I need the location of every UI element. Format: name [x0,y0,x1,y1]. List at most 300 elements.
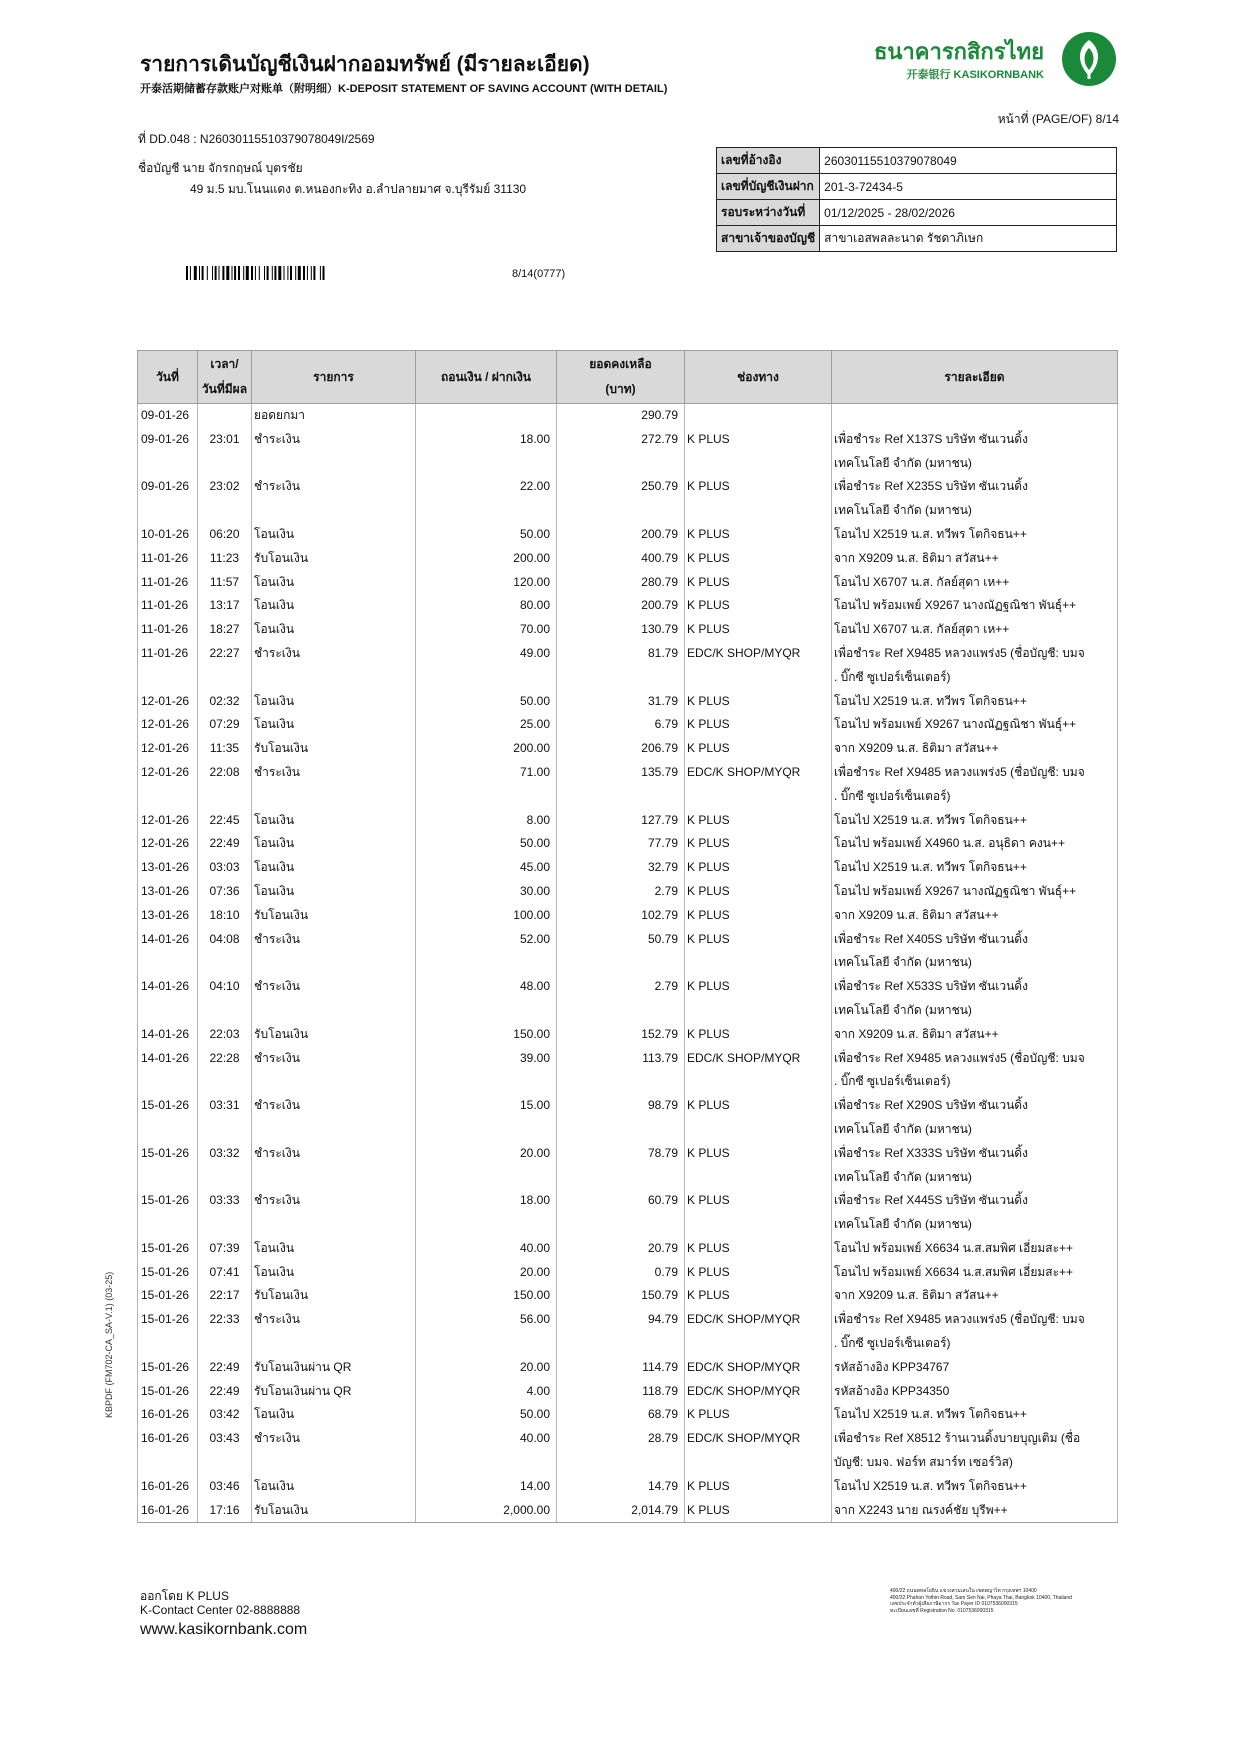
cell-balance: 50.79 [557,928,685,976]
table-row [138,1142,1118,1190]
cell-date: 12-01-26 [138,737,198,761]
kasikorn-leaf-icon [1060,30,1118,88]
cell-date: 15-01-26 [138,1094,198,1142]
cell-item: โอนเงิน [252,832,416,856]
cell-detail [832,975,1118,1023]
cell-item: รับโอนเงินผ่าน QR [252,1380,416,1404]
fine-print-line: 400/22 ถนนพหลโยธิน แขวงสามเสนใน เขตพญาไท กรุงเทพฯ 10400 [890,1588,1037,1594]
cell-balance: 20.79 [557,1237,685,1261]
cell-time: 11:35 [198,737,252,761]
barcode-bar [313,266,315,280]
cell-channel: K PLUS [685,1403,832,1427]
fine-print-line: ทะเบียนเลขที่ Registration No. 0107536000315 [890,1607,994,1614]
col-balance-header-line1: ยอดคงเหลือ [589,357,652,371]
cell-detail [832,1356,1118,1380]
detail-line: โอนไป X2519 น.ส. ทวีพร โตกิจธน++ [834,860,1027,875]
cell-detail [832,809,1118,833]
barcode-bar [238,266,240,280]
cell-channel: K PLUS [685,475,832,523]
barcode-bar [323,266,325,280]
cell-channel: K PLUS [685,428,832,476]
cell-balance: 68.79 [557,1403,685,1427]
detail-line: เพื่อชำระ Ref X9485 หลวงแพร่ง5 (ชื่อบัญชี: บมจ [834,645,1085,660]
table-row [138,1356,1118,1380]
col-channel-header: ช่องทาง [685,351,832,404]
cell-item: โอนเงิน [252,856,416,880]
barcode-bar [320,266,321,280]
statement-subtitle: 开泰活期储蓄存款账户对账单（附明细）K-DEPOSIT STATEMENT OF SAVING ACCOUNT (WITH DETAIL) [140,83,668,95]
cell-item: ชำระเงิน [252,1189,416,1237]
col-balance-header-line2: (บาท) [605,382,636,396]
barcode-bar [232,266,233,280]
table-row [138,1237,1118,1261]
barcode-bar [219,266,220,280]
table-row [138,761,1118,809]
cell-detail [832,1403,1118,1427]
cell-channel: K PLUS [685,547,832,571]
table-row [138,928,1118,976]
cell-channel: K PLUS [685,1284,832,1308]
cell-amount: 14.00 [416,1475,557,1499]
barcode-bar [234,266,236,280]
cell-date: 16-01-26 [138,1427,198,1475]
cell-amount: 22.00 [416,475,557,523]
cell-item: ชำระเงิน [252,975,416,1023]
cell-detail [832,904,1118,928]
cell-amount: 50.00 [416,832,557,856]
barcode-bar [215,266,217,280]
cell-time: 22:17 [198,1284,252,1308]
cell-date: 12-01-26 [138,713,198,737]
fine-print-line: เลขประจำตัวผู้เสียภาษีอากร Tax Payer ID 0107536000315 [890,1601,1018,1607]
cell-time: 03:32 [198,1142,252,1190]
detail-line: เพื่อชำระ Ref X290S บริษัท ซันเวนดิ้ง [834,1098,1028,1113]
cell-channel: K PLUS [685,618,832,642]
cell-time: 03:42 [198,1403,252,1427]
col-time-header-line2: วันที่มีผล [201,382,248,396]
cell-amount: 50.00 [416,1403,557,1427]
cell-detail [832,1380,1118,1404]
cell-balance: 127.79 [557,809,685,833]
form-code: KBPDF (FM702-CA_SA-V.1) (03-25) [104,1271,114,1418]
cell-channel: EDC/K SHOP/MYQR [685,761,832,809]
cell-item: ชำระเงิน [252,1142,416,1190]
cell-detail [832,1047,1118,1095]
cell-balance: 102.79 [557,904,685,928]
barcode-bar [274,266,276,280]
cell-balance: 0.79 [557,1261,685,1285]
detail-line: เพื่อชำระ Ref X137S บริษัท ซันเวนดิ้ง [834,431,1028,446]
cell-item: ชำระเงิน [252,642,416,690]
cell-time: 22:49 [198,1356,252,1380]
cell-date: 15-01-26 [138,1308,198,1356]
cell-date: 11-01-26 [138,594,198,618]
cell-date: 11-01-26 [138,571,198,595]
cell-time: 11:57 [198,571,252,595]
cell-amount: 8.00 [416,809,557,833]
cell-detail [832,1094,1118,1142]
barcode-bar [246,266,249,280]
cell-detail [832,1284,1118,1308]
info-row-account-number [717,174,1117,200]
cell-channel: EDC/K SHOP/MYQR [685,1380,832,1404]
cell-channel: K PLUS [685,1023,832,1047]
cell-balance: 2.79 [557,880,685,904]
table-row [138,594,1118,618]
cell-date: 15-01-26 [138,1356,198,1380]
cell-channel: K PLUS [685,594,832,618]
cell-item: โอนเงิน [252,1261,416,1285]
cell-amount: 150.00 [416,1284,557,1308]
cell-balance: 152.79 [557,1023,685,1047]
info-row-branch [717,226,1117,252]
cell-time: 02:32 [198,690,252,714]
cell-amount: 4.00 [416,1380,557,1404]
info-row-reference [717,148,1117,174]
detail-line: โอนไป พร้อมเพย์ X6634 น.ส.สมพิศ เอี่ยมสะ++ [834,1240,1074,1255]
cell-detail [832,1308,1118,1356]
barcode-bar [259,266,260,280]
detail-line: เทคโนโลยี จำกัด (มหาชน) [834,955,972,970]
cell-date: 14-01-26 [138,975,198,1023]
cell-channel: EDC/K SHOP/MYQR [685,642,832,690]
cell-date: 14-01-26 [138,1047,198,1095]
cell-balance: 81.79 [557,642,685,690]
detail-line: จาก X9209 น.ส. ธิติมา สวัสน++ [834,907,999,922]
cell-balance: 94.79 [557,1308,685,1356]
cell-item: ชำระเงิน [252,1047,416,1095]
detail-line: จาก X9209 น.ส. ธิติมา สวัสน++ [834,550,999,565]
cell-amount: 120.00 [416,571,557,595]
info-label: สาขาเจ้าของบัญชี [717,226,820,252]
cell-balance: 130.79 [557,618,685,642]
table-row [138,571,1118,595]
cell-detail [832,832,1118,856]
table-row [138,832,1118,856]
cell-detail [832,690,1118,714]
detail-line: . บิ๊กซี ซูเปอร์เซ็นเตอร์) [834,1336,951,1351]
cell-time: 23:01 [198,428,252,476]
table-row [138,523,1118,547]
barcode-bar [202,266,204,280]
col-balance-header [557,351,685,404]
detail-line: เพื่อชำระ Ref X235S บริษัท ซันเวนดิ้ง [834,479,1028,494]
table-row [138,1475,1118,1499]
cell-item: ชำระเงิน [252,761,416,809]
cell-balance: 290.79 [557,404,685,428]
cell-item: ชำระเงิน [252,1427,416,1475]
table-row [138,713,1118,737]
cell-date: 12-01-26 [138,761,198,809]
barcode-bar [212,266,213,280]
cell-date: 12-01-26 [138,809,198,833]
cell-time: 18:10 [198,904,252,928]
cell-item: โอนเงิน [252,713,416,737]
cell-date: 12-01-26 [138,832,198,856]
cell-balance: 60.79 [557,1189,685,1237]
cell-balance: 77.79 [557,832,685,856]
detail-line: โอนไป X2519 น.ส. ทวีพร โตกิจธน++ [834,526,1027,541]
logo-text-th: ธนาคารกสิกรไทย [873,39,1044,64]
barcode-bar [287,266,288,280]
cell-amount: 30.00 [416,880,557,904]
barcode-bar [226,266,229,280]
cell-balance: 32.79 [557,856,685,880]
cell-item: โอนเงิน [252,523,416,547]
website-link[interactable]: www.kasikornbank.com [140,1621,308,1638]
cell-item: ยอดยกมา [252,404,416,428]
issued-by: ออกโดย K PLUS [140,1589,229,1603]
cell-amount: 25.00 [416,713,557,737]
detail-line: เพื่อชำระ Ref X405S บริษัท ซันเวนดิ้ง [834,931,1028,946]
cell-date: 16-01-26 [138,1403,198,1427]
cell-detail [832,428,1118,476]
cell-detail [832,880,1118,904]
cell-amount: 45.00 [416,856,557,880]
cell-amount: 49.00 [416,642,557,690]
cell-amount: 18.00 [416,428,557,476]
cell-item: โอนเงิน [252,1237,416,1261]
cell-balance: 2.79 [557,975,685,1023]
cell-date: 15-01-26 [138,1380,198,1404]
cell-time: 07:41 [198,1261,252,1285]
cell-detail [832,713,1118,737]
barcode-bar [298,266,301,280]
detail-line: รหัสอ้างอิง KPP34767 [834,1359,950,1374]
cell-channel: K PLUS [685,832,832,856]
table-row [138,1023,1118,1047]
cell-detail [832,1475,1118,1499]
table-row [138,618,1118,642]
cell-time: 18:27 [198,618,252,642]
cell-date: 13-01-26 [138,856,198,880]
detail-line: เพื่อชำระ Ref X445S บริษัท ซันเวนดิ้ง [834,1193,1028,1208]
cell-date: 09-01-26 [138,404,198,428]
cell-date: 11-01-26 [138,547,198,571]
cell-time: 22:49 [198,832,252,856]
cell-time: 07:39 [198,1237,252,1261]
table-row [138,1284,1118,1308]
table-row [138,737,1118,761]
cell-amount: 52.00 [416,928,557,976]
cell-channel: K PLUS [685,1499,832,1523]
barcode-number: 8/14(0777) [512,268,566,280]
cell-time: 07:29 [198,713,252,737]
table-row [138,975,1118,1023]
col-item-header: รายการ [252,351,416,404]
cell-date: 11-01-26 [138,642,198,690]
detail-line: เพื่อชำระ Ref X333S บริษัท ซันเวนดิ้ง [834,1145,1028,1160]
info-label: เลขที่บัญชีเงินฝาก [717,174,820,200]
table-row [138,1047,1118,1095]
barcode-bar [303,266,305,280]
cell-detail [832,1023,1118,1047]
barcode-bar [284,266,285,280]
logo-text-en: 开泰银行 KASIKORNBANK [906,69,1044,81]
detail-line: . บิ๊กซี ซูเปอร์เซ็นเตอร์) [834,669,951,684]
cell-time: 22:49 [198,1380,252,1404]
cell-balance: 150.79 [557,1284,685,1308]
cell-channel: K PLUS [685,1237,832,1261]
account-info-table [716,147,1117,252]
cell-item: โอนเงิน [252,618,416,642]
cell-channel: K PLUS [685,928,832,976]
cell-date: 11-01-26 [138,618,198,642]
col-date-header: วันที่ [138,351,198,404]
info-value: สาขาเอสพลละนาด รัชดาภิเษก [820,226,1117,252]
detail-line: เพื่อชำระ Ref X8512 ร้านเวนดิ้งบายบุญเติม (ชื่อ [834,1431,1081,1446]
cell-time: 22:27 [198,642,252,690]
table-row [138,1499,1118,1523]
cell-item: โอนเงิน [252,809,416,833]
detail-line: โอนไป พร้อมเพย์ X9267 นางณัฏฐณิชา พันธุ์++ [834,598,1077,613]
fine-print-line: 400/22 Phahon Yothin Road, Sam Sen Nai, Phaya Thai, Bangkok 10400, Thailand [890,1594,1072,1601]
cell-date: 10-01-26 [138,523,198,547]
cell-date: 15-01-26 [138,1237,198,1261]
cell-amount: 80.00 [416,594,557,618]
cell-time: 11:23 [198,547,252,571]
col-detail-header: รายละเอียด [832,351,1118,404]
detail-line: . บิ๊กซี ซูเปอร์เซ็นเตอร์) [834,1074,951,1089]
detail-line: เพื่อชำระ Ref X9485 หลวงแพร่ง5 (ชื่อบัญชี: บมจ [834,1050,1085,1065]
cell-detail [832,761,1118,809]
cell-date: 09-01-26 [138,475,198,523]
cell-date: 16-01-26 [138,1475,198,1499]
cell-balance: 28.79 [557,1427,685,1475]
cell-channel: K PLUS [685,1261,832,1285]
document-reference: ที่ DD.048 : N26030115510379078049I/2569 [138,132,375,146]
barcode-bar [255,266,256,280]
cell-channel: K PLUS [685,809,832,833]
cell-amount: 2,000.00 [416,1499,557,1523]
cell-item: โอนเงิน [252,571,416,595]
detail-line: จาก X2243 นาย ณรงค์ชัย บุรีพ++ [834,1502,1008,1517]
cell-amount: 15.00 [416,1094,557,1142]
detail-line: โอนไป X2519 น.ส. ทวีพร โตกิจธน++ [834,812,1027,827]
cell-detail [832,1261,1118,1285]
cell-time: 17:16 [198,1499,252,1523]
cell-date: 15-01-26 [138,1142,198,1190]
info-label: รอบระหว่างวันที่ [717,200,820,226]
cell-channel: K PLUS [685,1142,832,1190]
cell-detail [832,594,1118,618]
cell-date: 15-01-26 [138,1284,198,1308]
cell-date: 13-01-26 [138,904,198,928]
cell-balance: 135.79 [557,761,685,809]
table-row [138,809,1118,833]
cell-amount: 150.00 [416,1023,557,1047]
cell-channel: EDC/K SHOP/MYQR [685,1308,832,1356]
table-row [138,547,1118,571]
table-header-row [138,351,1118,404]
cell-amount: 50.00 [416,690,557,714]
table-row [138,404,1118,428]
detail-line: โอนไป X6707 น.ส. กัลย์สุดา เห++ [834,574,1010,589]
cell-detail [832,928,1118,976]
cell-date: 12-01-26 [138,690,198,714]
detail-line: โอนไป X6707 น.ส. กัลย์สุดา เห++ [834,622,1010,637]
cell-balance: 113.79 [557,1047,685,1095]
cell-time: 06:20 [198,523,252,547]
cell-amount: 71.00 [416,761,557,809]
cell-detail [832,547,1118,571]
table-row [138,1094,1118,1142]
table-row [138,856,1118,880]
table-row [138,1308,1118,1356]
cell-channel: K PLUS [685,880,832,904]
cell-balance: 118.79 [557,1380,685,1404]
cell-channel: K PLUS [685,1094,832,1142]
detail-line: บัญชี: บมจ. ฟอร์ท สมาร์ท เซอร์วิส) [834,1455,1013,1470]
detail-line: โอนไป พร้อมเพย์ X4960 น.ส. อนุธิดา คงน++ [834,836,1065,851]
cell-time: 04:08 [198,928,252,976]
barcode-bar [311,266,312,280]
table-row [138,428,1118,476]
cell-detail [832,642,1118,690]
cell-balance: 2,014.79 [557,1499,685,1523]
detail-line: โอนไป พร้อมเพย์ X9267 นางณัฏฐณิชา พันธุ์++ [834,883,1077,898]
cell-time: 03:31 [198,1094,252,1142]
detail-line: เทคโนโลยี จำกัด (มหาชน) [834,1121,972,1136]
cell-channel: K PLUS [685,904,832,928]
cell-balance: 14.79 [557,1475,685,1499]
cell-item: รับโอนเงิน [252,904,416,928]
cell-amount: 20.00 [416,1142,557,1190]
cell-amount: 200.00 [416,547,557,571]
cell-item: รับโอนเงิน [252,1023,416,1047]
info-value: 26030115510379078049 [820,148,1117,174]
cell-balance: 31.79 [557,690,685,714]
cell-amount [416,404,557,428]
info-value: 201-3-72434-5 [820,174,1117,200]
cell-time: 13:17 [198,594,252,618]
barcode [186,266,388,280]
barcode-bar [194,266,197,280]
table-row [138,1380,1118,1404]
cell-date: 14-01-26 [138,928,198,976]
cell-detail [832,1499,1118,1523]
account-name: ชื่อบัญชี นาย จักรกฤษณ์ บุตรชัย [138,161,303,175]
cell-time: 22:45 [198,809,252,833]
cell-item: รับโอนเงิน [252,547,416,571]
contact-center: K-Contact Center 02-8888888 [140,1603,301,1617]
cell-amount: 20.00 [416,1261,557,1285]
table-row [138,1427,1118,1475]
cell-balance: 400.79 [557,547,685,571]
cell-channel: K PLUS [685,690,832,714]
cell-time: 23:02 [198,475,252,523]
detail-line: . บิ๊กซี ซูเปอร์เซ็นเตอร์) [834,788,951,803]
cell-amount: 18.00 [416,1189,557,1237]
bank-logo [873,28,1118,88]
cell-channel: EDC/K SHOP/MYQR [685,1356,832,1380]
detail-line: เทคโนโลยี จำกัด (มหาชน) [834,1002,972,1017]
cell-detail [832,1237,1118,1261]
cell-channel: K PLUS [685,975,832,1023]
barcode-bar [290,266,292,280]
cell-time: 07:36 [198,880,252,904]
cell-time: 22:03 [198,1023,252,1047]
cell-amount: 40.00 [416,1427,557,1475]
cell-amount: 40.00 [416,1237,557,1261]
detail-line: เพื่อชำระ Ref X9485 หลวงแพร่ง5 (ชื่อบัญชี: บมจ [834,1312,1085,1327]
detail-line: โอนไป X2519 น.ส. ทวีพร โตกิจธน++ [834,1407,1027,1422]
cell-date: 16-01-26 [138,1499,198,1523]
cell-channel: K PLUS [685,856,832,880]
detail-line: จาก X9209 น.ส. ธิติมา สวัสน++ [834,1026,999,1041]
cell-balance: 272.79 [557,428,685,476]
cell-detail [832,475,1118,523]
